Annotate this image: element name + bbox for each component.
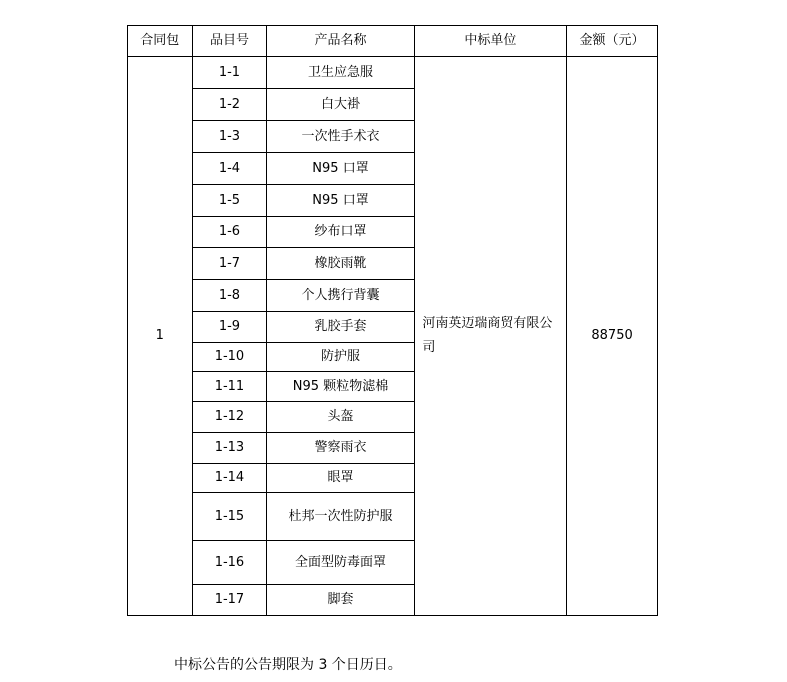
product-name-cell: 防护服	[267, 343, 414, 372]
award-table	[127, 25, 658, 616]
product-name-cell: N95 口罩	[267, 185, 414, 217]
item-number-cell: 1-2	[192, 89, 267, 121]
product-name-cell: N95 口罩	[267, 153, 414, 185]
winner-cell	[414, 57, 566, 616]
announcement-note: 中标公告的公告期限为 3 个日历日。	[174, 657, 402, 673]
item-number-cell: 1-10	[192, 343, 267, 372]
product-name-cell: 一次性手术衣	[267, 121, 414, 153]
product-name-cell: 头盔	[267, 402, 414, 433]
product-name-cell: 橡胶雨靴	[267, 248, 414, 280]
header-winner: 中标单位	[414, 26, 566, 57]
item-number-cell: 1-5	[192, 185, 267, 217]
item-number-cell: 1-6	[192, 217, 267, 248]
product-name-cell: 眼罩	[267, 464, 414, 493]
item-number-cell: 1-7	[192, 248, 267, 280]
product-name-cell: 杜邦一次性防护服	[267, 493, 414, 541]
item-number-cell: 1-4	[192, 153, 267, 185]
item-number-cell: 1-3	[192, 121, 267, 153]
table-body	[128, 57, 658, 616]
winner-name: 河南英迈瑞商贸有限公司	[422, 316, 553, 355]
header-package: 合同包	[128, 26, 193, 57]
amount-cell: 88750	[567, 57, 658, 616]
item-number-cell: 1-1	[192, 57, 267, 89]
product-name-cell: 乳胶手套	[267, 312, 414, 343]
header-item-no: 品目号	[192, 26, 267, 57]
item-number-cell: 1-12	[192, 402, 267, 433]
header-product-name: 产品名称	[267, 26, 414, 57]
product-name-cell: 警察雨衣	[267, 433, 414, 464]
item-number-cell: 1-14	[192, 464, 267, 493]
table-header-row	[128, 26, 658, 57]
item-number-cell: 1-13	[192, 433, 267, 464]
product-name-cell: 脚套	[267, 585, 414, 616]
item-number-cell: 1-11	[192, 372, 267, 402]
item-number-cell: 1-17	[192, 585, 267, 616]
item-number-cell: 1-8	[192, 280, 267, 312]
item-number-cell: 1-9	[192, 312, 267, 343]
package-cell: 1	[128, 57, 193, 616]
item-number-cell: 1-16	[192, 541, 267, 585]
product-name-cell: 纱布口罩	[267, 217, 414, 248]
header-amount: 金额（元）	[567, 26, 658, 57]
product-name-cell: 全面型防毒面罩	[267, 541, 414, 585]
product-name-cell: 白大褂	[267, 89, 414, 121]
product-name-cell: 个人携行背囊	[267, 280, 414, 312]
table-row	[128, 57, 658, 89]
product-name-cell: N95 颗粒物滤棉	[267, 372, 414, 402]
product-name-cell: 卫生应急服	[267, 57, 414, 89]
item-number-cell: 1-15	[192, 493, 267, 541]
